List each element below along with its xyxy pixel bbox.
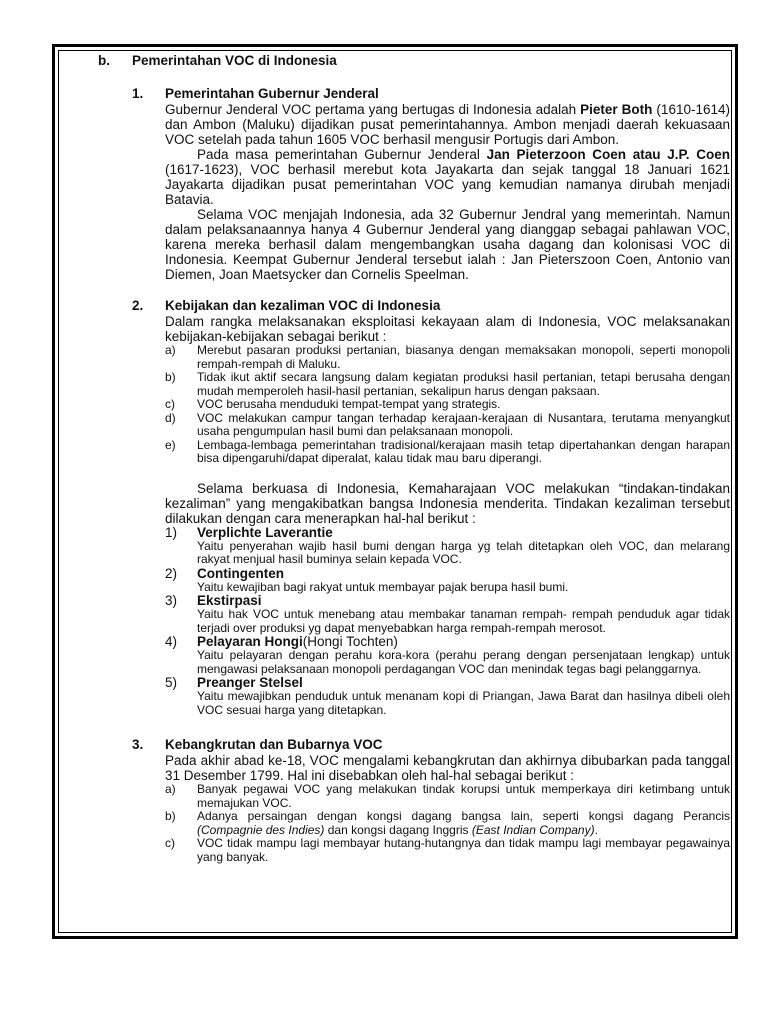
- list-marker: e): [165, 437, 176, 452]
- list-marker: b): [165, 809, 176, 823]
- section-heading: [98, 52, 730, 69]
- list-text: Banyak pegawai VOC yang melakukan tindak korupsi untuk memperkaya diri ketimbang untuk memajukan VOC.: [197, 782, 730, 810]
- paragraph: Pada akhir abad ke-18, VOC mengalami kebangkrutan dan akhirnya dibubarkan pada tanggal 31 Desember 1799. Hal ini disebabkan oleh hal-hal sebagai berikut :: [165, 753, 730, 783]
- list-item: [165, 344, 730, 371]
- list-marker: d): [165, 410, 176, 425]
- text: Gubernur Jenderal VOC pertama yang bertugas di Indonesia adalah: [165, 102, 581, 117]
- list-text: VOC tidak mampu lagi membayar hutang-hutangnya dan tidak mampu lagi membayar pegawainya yang banyak.: [197, 836, 730, 864]
- paragraph: Selama berkuasa di Indonesia, Kemaharajaan VOC melakukan “tindakan-tindakan kezaliman” yang mengakibatkan bangsa Indonesia menderita. Tindakan kezaliman tersebut dilakukan dengan cara menerapkan hal-hal berikut :: [165, 480, 730, 526]
- paragraph: Selama VOC menjajah Indonesia, ada 32 Gubernur Jendral yang memerintah. Namun dalam pelaksanaannya hanya 4 Gubernur Jenderal yang dianggap sebagai pahlawan VOC, karena mereka berhasil dalam mengembangkan usaha dagang dan kolonisasi VOC di Indonesia. Keempat Gubernur Jenderal tersebut ialah : Jan Pieterszoon Coen, Antonio van Diemen, Joan Maetsycker dan Cornelis Speelman.: [165, 207, 730, 282]
- item-title: Kebangkrutan dan Bubarnya VOC: [165, 737, 383, 752]
- list-item: [165, 676, 730, 717]
- item-gubernur-jenderal: [132, 86, 730, 282]
- item-title: Kebijakan dan kezaliman VOC di Indonesia: [165, 298, 441, 313]
- list-text: Yaitu mewajibkan penduduk untuk menanam kopi di Priangan, Jawa Barat dan hasilnya dibeli oleh VOC sesuai harga yang ditetapkan.: [197, 689, 730, 717]
- list-marker: c): [165, 836, 175, 850]
- item-number: 3.: [132, 737, 144, 752]
- text: dan kongsi dagang Inggris: [324, 822, 472, 837]
- item-kebijakan: [132, 298, 730, 717]
- paragraph: [165, 147, 730, 207]
- item-title: Pemerintahan Gubernur Jenderal: [165, 86, 379, 101]
- list-item: [165, 837, 730, 864]
- italic-text: (East Indian Company): [471, 822, 595, 837]
- kezaliman-list: [165, 526, 730, 718]
- paragraph: Dalam rangka melaksanakan eksploitasi kekayaan alam di Indonesia, VOC melaksanakan kebijakan-kebijakan sebagai berikut :: [165, 314, 730, 344]
- policy-list: [165, 344, 730, 466]
- item-heading: [132, 86, 730, 102]
- list-heading: Verplichte Laverantie: [197, 524, 333, 540]
- list-text: Yaitu pelayaran dengan perahu kora-kora (perahu perang dengan persenjataan lengkap) untuk mengawasi pelaksanaan monopoli perdagangan VOC dan menindak tegas bagi pelanggarnya.: [197, 648, 730, 676]
- bold-name: Pieter Both: [580, 102, 653, 117]
- list-marker: c): [165, 397, 175, 411]
- list-text: Yaitu penyerahan wajib hasil bumi dengan harga yg telah ditetapkan oleh VOC, dan melarang rakyat menjual hasil buminya selain kepada VOC.: [197, 538, 730, 566]
- list-heading: Pelayaran Hongi: [197, 634, 303, 649]
- item-heading: [132, 298, 730, 314]
- section-label: b.: [98, 53, 110, 68]
- list-item: [165, 439, 730, 466]
- list-marker: 1): [165, 524, 178, 540]
- list-marker: 3): [165, 593, 178, 608]
- list-marker: a): [165, 782, 176, 796]
- list-text: [197, 810, 730, 837]
- italic-text: (Compagnie des Indies): [197, 822, 325, 837]
- list-text: VOC melakukan campur tangan terhadap kerajaan-kerajaan di Nusantara, terutama menyangkut usaha pengumpulan hasil bumi dan pelaksanaan monopoli.: [197, 410, 730, 438]
- list-text: Merebut pasaran produksi pertanian, biasanya dengan memaksakan monopoli, seperti monopoli rempah-rempah di Maluku.: [197, 343, 730, 371]
- list-text: VOC berusaha menduduki tempat-tempat yang strategis.: [197, 397, 501, 411]
- text: Adanya persaingan dengan kongsi dagang bangsa lain, seperti kongsi dagang Perancis: [197, 809, 730, 823]
- list-item: [165, 635, 730, 676]
- item-number: 1.: [132, 86, 144, 101]
- bold-name: Jan Pieterzoon Coen atau J.P. Coen: [486, 147, 731, 162]
- list-item: [165, 371, 730, 398]
- list-subheading: (Hongi Tochten): [302, 634, 398, 649]
- list-text: Yaitu kewajiban bagi rakyat untuk membayar pajak berupa hasil bumi.: [197, 579, 569, 594]
- list-item: [165, 526, 730, 567]
- text: (1610-1614) dan Ambon (Maluku) dijadikan pusat pemerintahannya. Ambon menjadi daerah kekuasaan VOC setelah pada tahun 1605 VOC berhasil mengusir Portugis dari Ambon.: [165, 102, 730, 147]
- list-item: [165, 783, 730, 810]
- list-marker: b): [165, 370, 176, 384]
- list-heading: Ekstirpasi: [197, 593, 262, 608]
- list-text: Lembaga-lembaga pemerintahan tradisional/kerajaan masih tetap dipertahankan dengan harapan bisa dipengaruhi/dapat diperalat, kalau tidak mau baru diperangi.: [197, 437, 730, 465]
- list-heading: Preanger Stelsel: [197, 675, 303, 690]
- list-marker: 4): [165, 634, 178, 649]
- text: (1617-1623), VOC berhasil merebut kota Jayakarta dan sejak tanggal 18 Januari 1621 Jayakarta dijadikan pusat pemerintahan VOC yang kemudian namanya dirubah menjadi Batavia.: [165, 162, 730, 207]
- list-marker: 2): [165, 565, 178, 581]
- list-item: [165, 594, 730, 635]
- item-kebangkrutan: [132, 737, 730, 864]
- list-heading: Contingenten: [197, 565, 284, 581]
- list-marker: 5): [165, 675, 178, 690]
- paragraph: [165, 102, 730, 147]
- document-content: [98, 52, 730, 864]
- list-text: Yaitu hak VOC untuk menebang atau membakar tanaman rempah- rempah penduduk agar tidak terjadi over produksi yg dapat menyebabkan harga rempah-rempah merosot.: [197, 607, 730, 635]
- text: Pada masa pemerintahan Gubernur Jenderal: [197, 147, 487, 162]
- list-item: [165, 398, 730, 412]
- cause-list: [165, 783, 730, 864]
- text: .: [594, 822, 598, 837]
- list-item: [165, 567, 730, 595]
- list-text: Tidak ikut aktif secara langsung dalam kegiatan produksi hasil pertanian, tetapi berusaha dengan mudah memperoleh hasil-hasil pertanian, sekalipun harus dengan paksaan.: [197, 370, 730, 398]
- item-number: 2.: [132, 298, 144, 313]
- list-item: [165, 810, 730, 837]
- list-marker: a): [165, 343, 176, 357]
- item-heading: [132, 737, 730, 753]
- section-title: Pemerintahan VOC di Indonesia: [132, 53, 337, 68]
- list-item: [165, 412, 730, 439]
